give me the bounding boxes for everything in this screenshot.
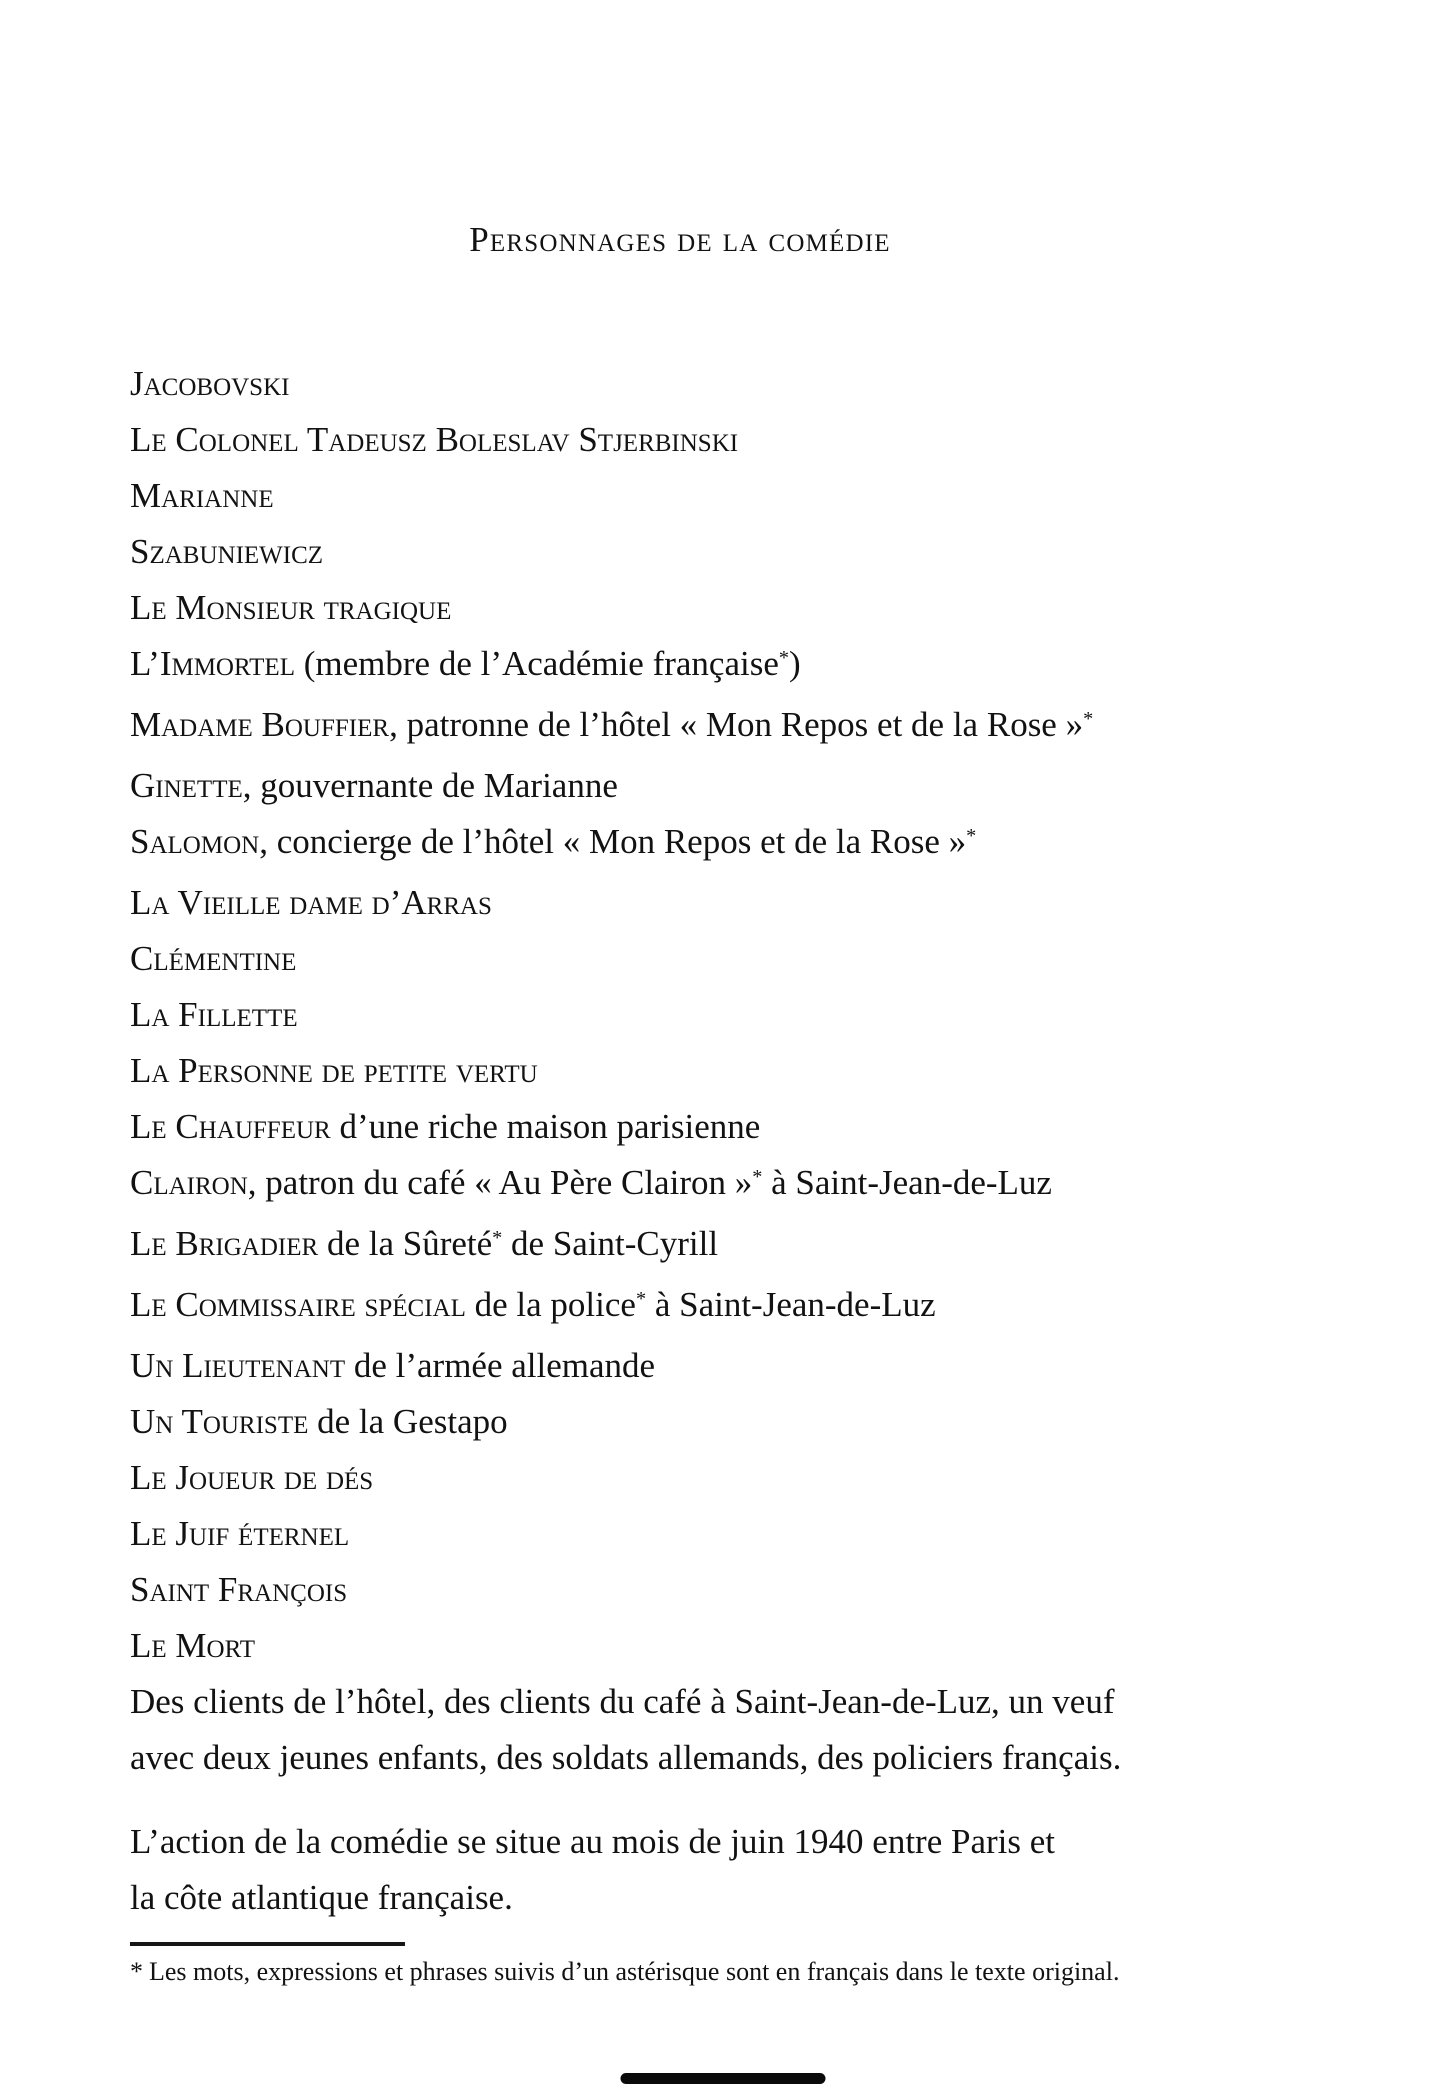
cast-entry bbox=[130, 814, 1230, 875]
extras-paragraph-line: Des clients de l’hôtel, des clients du café à Saint-Jean-de-Luz, un veuf bbox=[130, 1682, 1115, 1721]
cast-description: (membre de l’Académie française bbox=[294, 644, 779, 683]
cast-name: Jacobovski bbox=[130, 364, 290, 403]
cast-description: de la Gestapo bbox=[308, 1402, 508, 1441]
cast-name: Le Joueur de dés bbox=[130, 1458, 374, 1497]
cast-entry bbox=[130, 636, 1230, 697]
cast-description: à Saint-Jean-de-Luz bbox=[762, 1163, 1052, 1202]
cast-entry bbox=[130, 1099, 1230, 1155]
cast-name: Un Lieutenant bbox=[130, 1346, 346, 1385]
asterisk-superscript: * bbox=[635, 1288, 647, 1311]
cast-name: L’Immortel bbox=[130, 644, 295, 683]
cast-description: d’une riche maison parisienne bbox=[330, 1107, 761, 1146]
cast-entry bbox=[130, 412, 1230, 468]
cast-description: , concierge de l’hôtel « Mon Repos et de la Rose » bbox=[259, 822, 967, 861]
cast-entry bbox=[130, 1618, 1230, 1674]
cast-name: Ginette bbox=[130, 766, 243, 805]
footnote-text: Les mots, expressions et phrases suivis d’un astérisque sont en français dans le texte original. bbox=[149, 1957, 1120, 1986]
setting-paragraph-line: L’action de la comédie se situe au mois de juin 1940 entre Paris et bbox=[130, 1822, 1055, 1861]
cast-entry bbox=[130, 697, 1230, 758]
text-column bbox=[130, 0, 1230, 1990]
home-indicator[interactable] bbox=[620, 2073, 825, 2084]
cast-entry bbox=[130, 1394, 1230, 1450]
cast-entry bbox=[130, 580, 1230, 636]
page-title: Personnages de la comédie bbox=[469, 220, 891, 259]
cast-description: , gouvernante de Marianne bbox=[242, 766, 618, 805]
cast-entry bbox=[130, 1450, 1230, 1506]
cast-name: Le Colonel Tadeusz Boleslav Stjerbinski bbox=[130, 420, 739, 459]
cast-name: Le Monsieur tragique bbox=[130, 588, 452, 627]
setting-paragraph-line: la côte atlantique française. bbox=[130, 1878, 513, 1917]
cast-description: de la Sûreté bbox=[318, 1224, 493, 1263]
cast-entry bbox=[130, 1506, 1230, 1562]
cast-name: Le Juif éternel bbox=[130, 1514, 350, 1553]
cast-entry bbox=[130, 987, 1230, 1043]
footnote-asterisk: * bbox=[130, 1957, 143, 1986]
cast-list bbox=[130, 356, 1230, 1786]
cast-entry bbox=[130, 931, 1230, 987]
asterisk-superscript: * bbox=[492, 1227, 503, 1250]
setting-paragraph bbox=[130, 1814, 1230, 1926]
cast-name: Clémentine bbox=[130, 939, 297, 978]
cast-description: de l’armée allemande bbox=[345, 1346, 656, 1385]
cast-entry bbox=[130, 1562, 1230, 1618]
cast-entry bbox=[130, 1043, 1230, 1099]
cast-name: Le Mort bbox=[130, 1626, 256, 1665]
cast-entry bbox=[130, 524, 1230, 580]
cast-entry bbox=[130, 1155, 1230, 1216]
cast-description: , patronne de l’hôtel « Mon Repos et de la Rose » bbox=[389, 705, 1084, 744]
asterisk-superscript: * bbox=[778, 647, 790, 670]
cast-name: La Vieille dame d’Arras bbox=[130, 883, 492, 922]
cast-entry bbox=[130, 1216, 1230, 1277]
cast-entry bbox=[130, 1277, 1230, 1338]
cast-description: ) bbox=[789, 644, 801, 683]
cast-name: Szabuniewicz bbox=[130, 532, 324, 571]
cast-entry bbox=[130, 356, 1230, 412]
cast-entry bbox=[130, 875, 1230, 931]
cast-name: Le Commissaire spécial bbox=[130, 1285, 466, 1324]
cast-description: de la police bbox=[465, 1285, 636, 1324]
asterisk-superscript: * bbox=[1083, 708, 1094, 731]
cast-name: Le Chauffeur bbox=[130, 1107, 331, 1146]
asterisk-superscript: * bbox=[966, 825, 977, 848]
extras-paragraph-line: avec deux jeunes enfants, des soldats allemands, des policiers français. bbox=[130, 1738, 1122, 1777]
cast-entry bbox=[130, 468, 1230, 524]
footnote bbox=[130, 1954, 1230, 1990]
footnote-separator bbox=[130, 1942, 405, 1946]
cast-name: Le Brigadier bbox=[130, 1224, 319, 1263]
cast-description: , patron du café « Au Père Clairon » bbox=[247, 1163, 753, 1202]
cast-name: La Personne de petite vertu bbox=[130, 1051, 538, 1090]
cast-name: Un Touriste bbox=[130, 1402, 309, 1441]
cast-entry bbox=[130, 1338, 1230, 1394]
cast-name: Saint François bbox=[130, 1570, 348, 1609]
cast-description: à Saint-Jean-de-Luz bbox=[646, 1285, 936, 1324]
cast-name: Clairon bbox=[130, 1163, 248, 1202]
cast-entry bbox=[130, 758, 1230, 814]
asterisk-superscript: * bbox=[752, 1166, 763, 1189]
cast-name: La Fillette bbox=[130, 995, 298, 1034]
cast-name: Marianne bbox=[130, 476, 274, 515]
cast-name: Salomon bbox=[130, 822, 260, 861]
cast-description: de Saint-Cyrill bbox=[502, 1224, 719, 1263]
cast-name: Madame Bouffier bbox=[130, 705, 390, 744]
